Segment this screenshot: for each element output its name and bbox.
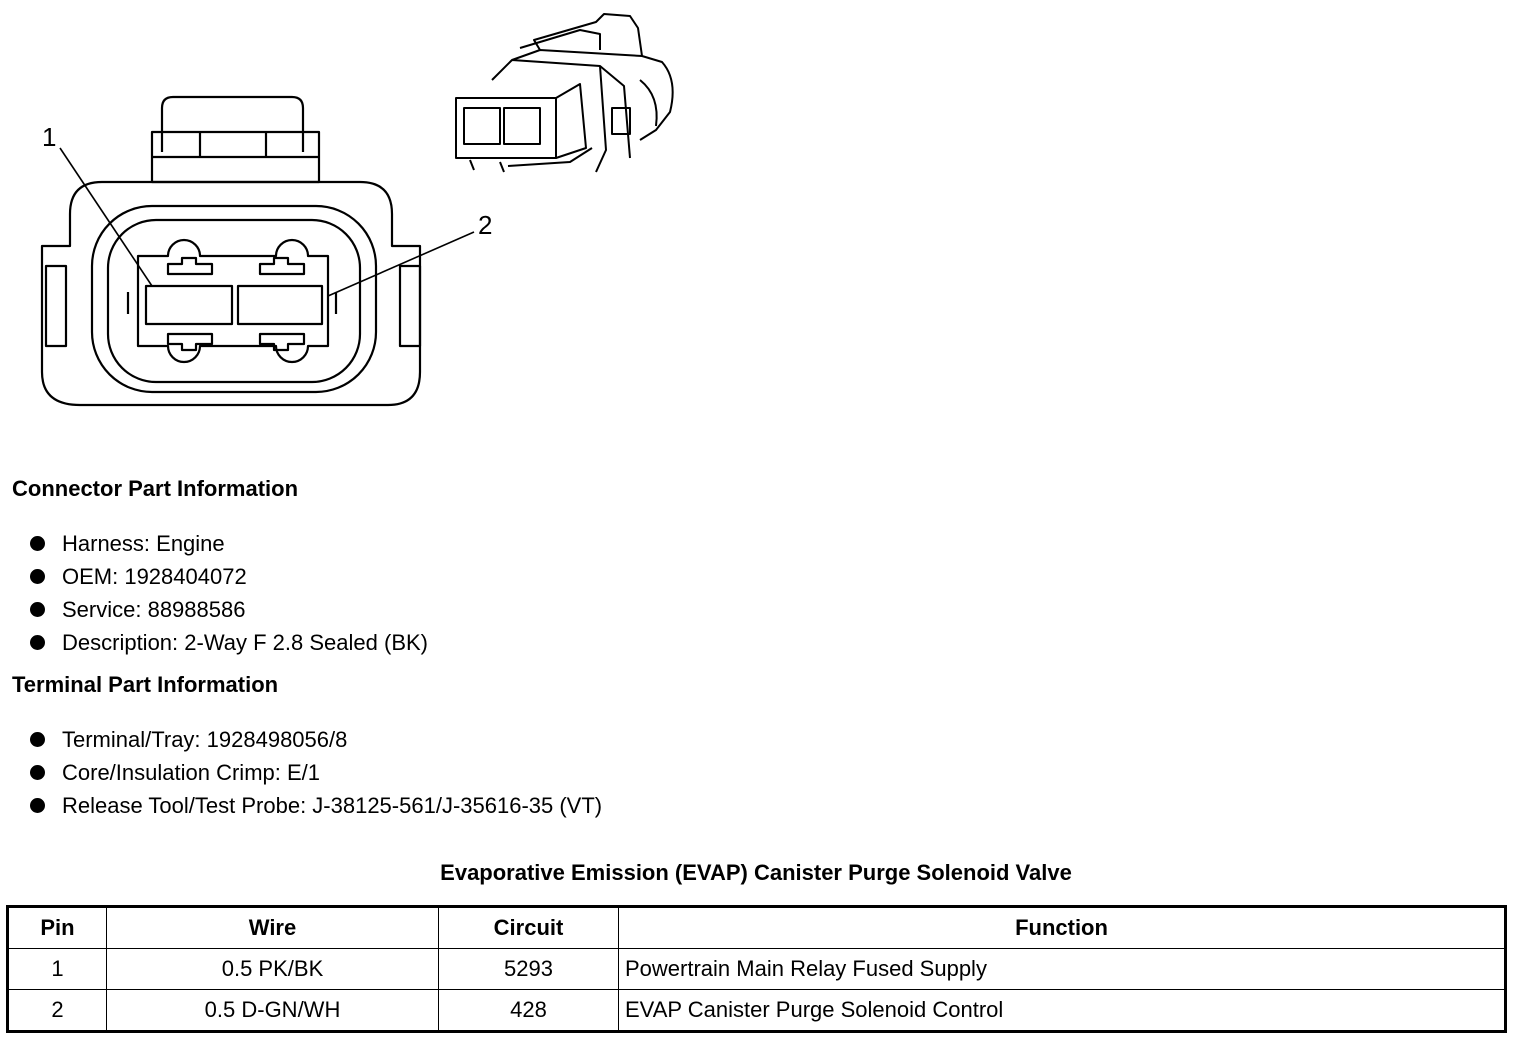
callout-2-label: 2 [478,210,493,240]
table-title: Evaporative Emission (EVAP) Canister Purge Solenoid Valve [440,860,1072,885]
table-header-row [8,907,1506,949]
pin-cell: 2 [8,990,107,1032]
column-header-wire: Wire [107,907,439,949]
list-item: Service: 88988586 [28,593,428,626]
callout-1-leader [60,148,152,286]
wire-cell: 0.5 D-GN/WH [107,990,439,1032]
left-side-tab [46,266,66,346]
table-row [8,990,1506,1032]
connector-part-heading: Connector Part Information [12,476,299,501]
list-item: Harness: Engine [28,527,428,560]
terminal-part-list [28,723,602,822]
column-header-function: Function [619,907,1506,949]
list-item: Core/Insulation Crimp: E/1 [28,756,602,789]
circuit-cell: 428 [439,990,619,1032]
pinout-table [6,905,1507,1033]
function-cell: Powertrain Main Relay Fused Supply [619,949,1506,990]
connector-part-list [28,527,428,659]
function-cell: EVAP Canister Purge Solenoid Control [619,990,1506,1032]
column-header-pin: Pin [8,907,107,949]
connector-diagram [0,0,700,440]
terminal-1-window [146,286,232,324]
terminal-part-heading: Terminal Part Information [12,672,279,697]
right-side-tab [400,266,420,346]
column-header-circuit: Circuit [439,907,619,949]
wire-cell: 0.5 PK/BK [107,949,439,990]
table-row [8,949,1506,990]
list-item: OEM: 1928404072 [28,560,428,593]
connector-isometric-view [456,14,673,172]
terminal-2-window [238,286,322,324]
callout-1-label: 1 [42,122,57,152]
connector-seal [92,206,376,392]
list-item: Terminal/Tray: 1928498056/8 [28,723,602,756]
circuit-cell: 5293 [439,949,619,990]
pin-cell: 1 [8,949,107,990]
connector-latch [162,97,303,152]
list-item: Description: 2-Way F 2.8 Sealed (BK) [28,626,428,659]
list-item: Release Tool/Test Probe: J-38125-561/J-35616-35 (VT) [28,789,602,822]
